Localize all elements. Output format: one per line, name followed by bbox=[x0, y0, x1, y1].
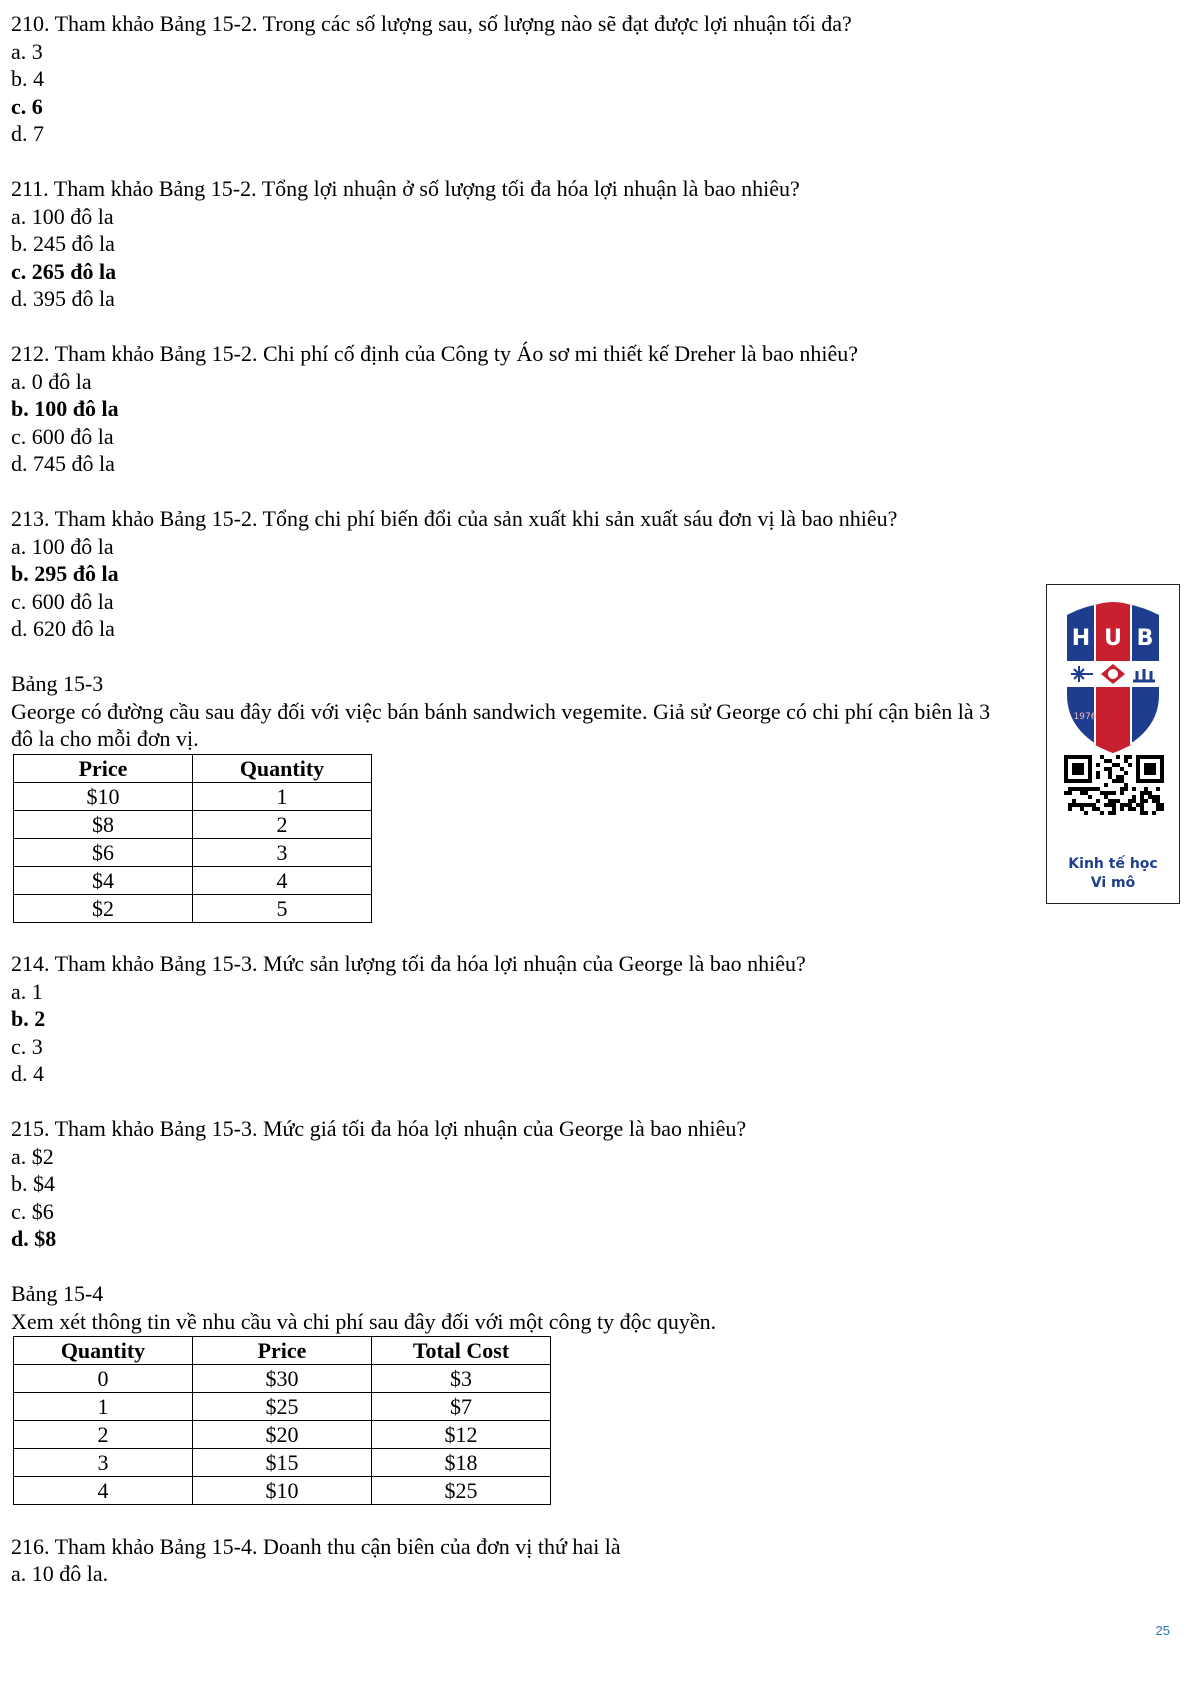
answer-option: d. 395 đô la bbox=[11, 286, 115, 311]
table-cell: $25 bbox=[193, 1393, 372, 1421]
table-cell: 1 bbox=[193, 782, 372, 810]
table-row bbox=[14, 866, 372, 894]
table-row bbox=[14, 782, 372, 810]
answer-option: a. 3 bbox=[11, 38, 43, 64]
table-row bbox=[14, 894, 372, 922]
logo-letter: U bbox=[1104, 626, 1122, 651]
table-cell: $4 bbox=[14, 866, 193, 894]
table-cell: $18 bbox=[372, 1449, 551, 1477]
question-stem: 211. Tham khảo Bảng 15-2. Tổng lợi nhuận ở số lượng tối đa hóa lợi nhuận là bao nhiêu? bbox=[11, 176, 800, 201]
answer-option-correct: d. $8 bbox=[11, 1226, 57, 1251]
answer-option-correct: b. 2 bbox=[11, 1006, 46, 1031]
table-cell: $6 bbox=[14, 838, 193, 866]
table-cell: $30 bbox=[193, 1365, 372, 1393]
table-cell: $15 bbox=[193, 1449, 372, 1477]
table-cell: $2 bbox=[14, 894, 193, 922]
table-cell: $10 bbox=[193, 1477, 372, 1505]
question-block bbox=[11, 175, 1021, 313]
hub-logo-card bbox=[1046, 584, 1180, 904]
table-cell: 2 bbox=[14, 1421, 193, 1449]
answer-option: a. 1 bbox=[11, 978, 43, 1004]
answer-option-correct: b. 100 đô la bbox=[11, 396, 119, 421]
question-block bbox=[11, 10, 1021, 148]
table-cell: $8 bbox=[14, 810, 193, 838]
table-row bbox=[14, 1365, 551, 1393]
answer-option: d. 745 đô la bbox=[11, 451, 115, 476]
table-cell: $20 bbox=[193, 1421, 372, 1449]
column-header: Quantity bbox=[193, 754, 372, 782]
question-stem: 216. Tham khảo Bảng 15-4. Doanh thu cận biên của đơn vị thứ hai là bbox=[11, 1533, 621, 1559]
logo-year: 1976 bbox=[1073, 712, 1097, 722]
answer-option-correct: c. 265 đô la bbox=[11, 258, 117, 284]
answer-option: b. 245 đô la bbox=[11, 231, 115, 256]
answer-option: d. 4 bbox=[11, 1061, 44, 1086]
question-block bbox=[11, 1115, 1021, 1253]
column-header: Quantity bbox=[14, 1337, 193, 1365]
question-block bbox=[11, 340, 1021, 478]
answer-option: a. 100 đô la bbox=[11, 203, 114, 229]
table-row bbox=[14, 838, 372, 866]
answer-option: a. 100 đô la bbox=[11, 533, 114, 559]
logo-caption-line1: Kinh tế học bbox=[1068, 856, 1158, 872]
column-header: Price bbox=[14, 754, 193, 782]
question-block bbox=[11, 950, 1021, 1088]
table-caption: Bảng 15-4 bbox=[11, 1281, 104, 1306]
document-page bbox=[11, 10, 1021, 1588]
table-row bbox=[14, 810, 372, 838]
table-cell: $3 bbox=[372, 1365, 551, 1393]
table-15-3 bbox=[13, 754, 372, 923]
qr-code bbox=[1064, 755, 1164, 815]
table-cell: 4 bbox=[14, 1477, 193, 1505]
table-row bbox=[14, 1449, 551, 1477]
table-block-15-3 bbox=[11, 670, 1021, 923]
table-cell: 5 bbox=[193, 894, 372, 922]
answer-option: b. $4 bbox=[11, 1171, 55, 1196]
answer-option: a. 10 đô la. bbox=[11, 1561, 109, 1586]
table-cell: $7 bbox=[372, 1393, 551, 1421]
table-description: Xem xét thông tin về nhu cầu và chi phí sau đây đối với một công ty độc quyền. bbox=[11, 1308, 717, 1334]
question-stem: 213. Tham khảo Bảng 15-2. Tổng chi phí biến đổi của sản xuất khi sản xuất sáu đơn vị là bao nhiêu? bbox=[11, 506, 898, 531]
table-cell: 1 bbox=[14, 1393, 193, 1421]
question-216 bbox=[11, 1533, 1021, 1588]
question-stem: 210. Tham khảo Bảng 15-2. Trong các số lượng sau, số lượng nào sẽ đạt được lợi nhuận tối đa? bbox=[11, 11, 852, 36]
answer-option-correct: c. 6 bbox=[11, 93, 43, 119]
logo-letter: H bbox=[1071, 626, 1091, 651]
question-stem: 215. Tham khảo Bảng 15-3. Mức giá tối đa hóa lợi nhuận của George là bao nhiêu? bbox=[11, 1116, 747, 1141]
table-caption: Bảng 15-3 bbox=[11, 671, 104, 696]
hub-shield-logo bbox=[1047, 585, 1179, 815]
logo-caption-line2: Vi mô bbox=[1090, 875, 1136, 891]
table-block-15-4 bbox=[11, 1280, 1021, 1505]
table-cell: $12 bbox=[372, 1421, 551, 1449]
answer-option: d. 7 bbox=[11, 121, 44, 146]
question-stem: 212. Tham khảo Bảng 15-2. Chi phí cố định của Công ty Áo sơ mi thiết kế Dreher là bao nhiêu? bbox=[11, 341, 859, 366]
answer-option: d. 620 đô la bbox=[11, 616, 115, 641]
table-description: George có đường cầu sau đây đối với việc bán bánh sandwich vegemite. Giả sử George có chi phí cận biên là 3 đô la cho mỗi đơn vị. bbox=[11, 698, 991, 751]
answer-option-correct: b. 295 đô la bbox=[11, 561, 119, 586]
question-block bbox=[11, 505, 1021, 643]
table-cell: $25 bbox=[372, 1477, 551, 1505]
table-cell: $10 bbox=[14, 782, 193, 810]
table-row bbox=[14, 1393, 551, 1421]
table-cell: 0 bbox=[14, 1365, 193, 1393]
question-stem: 214. Tham khảo Bảng 15-3. Mức sản lượng tối đa hóa lợi nhuận của George là bao nhiêu? bbox=[11, 951, 806, 976]
page-number: 25 bbox=[1155, 1623, 1170, 1638]
answer-option: b. 4 bbox=[11, 66, 44, 91]
answer-option: a. $2 bbox=[11, 1143, 54, 1169]
answer-option: a. 0 đô la bbox=[11, 368, 92, 394]
table-15-4 bbox=[13, 1336, 551, 1505]
table-cell: 3 bbox=[193, 838, 372, 866]
table-row bbox=[14, 1477, 551, 1505]
answer-option: c. 600 đô la bbox=[11, 588, 114, 614]
column-header: Price bbox=[193, 1337, 372, 1365]
table-cell: 4 bbox=[193, 866, 372, 894]
table-cell: 2 bbox=[193, 810, 372, 838]
question-group-210-213 bbox=[11, 10, 1021, 670]
logo-letter: B bbox=[1136, 626, 1154, 651]
question-group-214-215 bbox=[11, 950, 1021, 1280]
column-header: Total Cost bbox=[372, 1337, 551, 1365]
answer-option: c. 600 đô la bbox=[11, 423, 114, 449]
answer-option: c. 3 bbox=[11, 1033, 43, 1059]
table-cell: 3 bbox=[14, 1449, 193, 1477]
answer-option: c. $6 bbox=[11, 1198, 54, 1224]
table-row bbox=[14, 1421, 551, 1449]
